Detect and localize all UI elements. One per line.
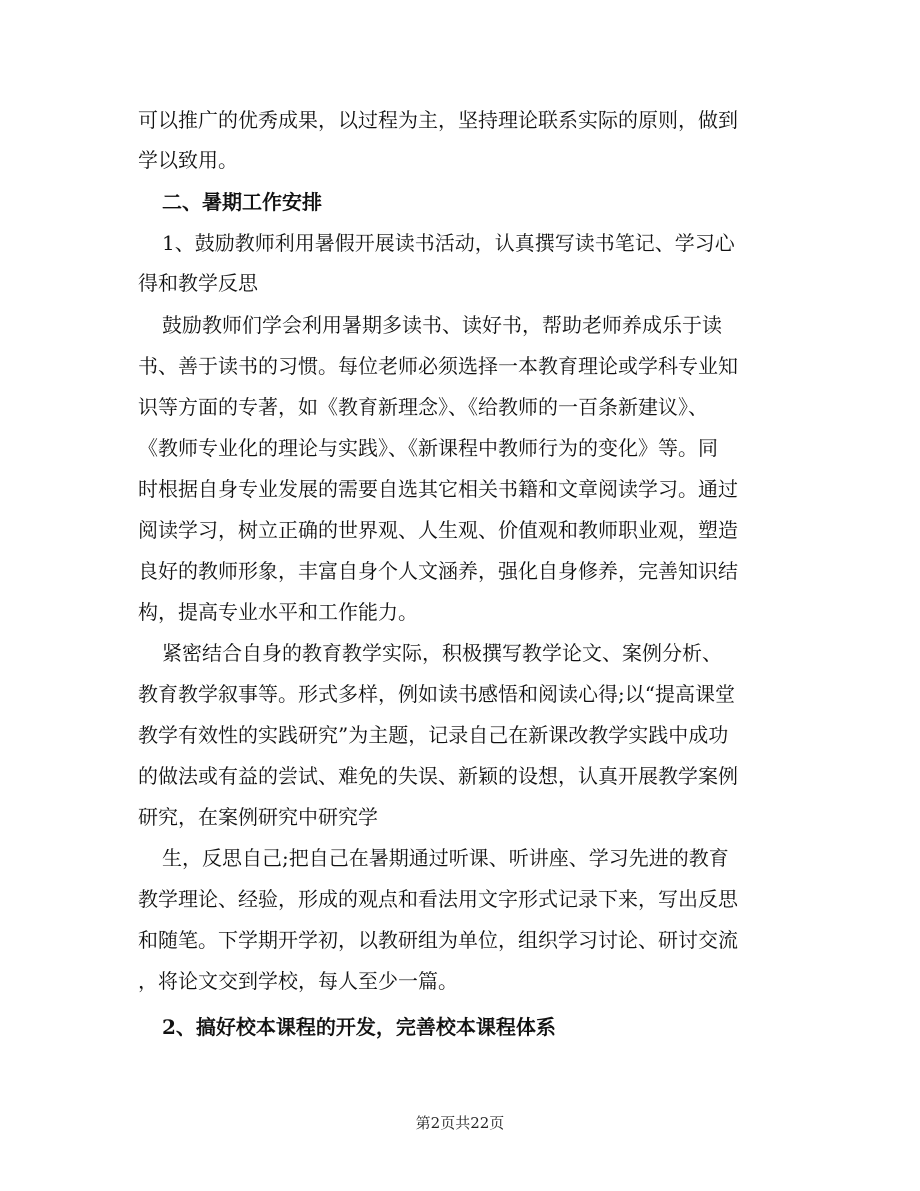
paragraph-line: 阅读学习，树立正确的世界观、人生观、价值观和教师职业观，塑造 <box>138 518 738 542</box>
paragraph-line: 可以推广的优秀成果，以过程为主，坚持理论联系实际的原则，做到 <box>138 108 738 132</box>
paragraph-line: 研究，在案例研究中研究学 <box>138 805 378 829</box>
paragraph-line: 良好的教师形象，丰富自身个人文涵养，强化自身修养，完善知识结 <box>138 559 738 583</box>
paragraph-line: 鼓励教师们学会利用暑期多读书、读好书，帮助老师养成乐于读 <box>162 313 722 337</box>
paragraph-line: 和随笔。下学期开学初，以教研组为单位，组织学习讨论、研讨交流 <box>138 928 738 952</box>
paragraph-line: 教学理论、经验，形成的观点和看法用文字形式记录下来，写出反思 <box>138 887 738 911</box>
paragraph-line: 构，提高专业水平和工作能力。 <box>138 600 418 624</box>
paragraph-line: 书、善于读书的习惯。每位老师必须选择一本教育理论或学科专业知 <box>138 354 738 378</box>
page-number-footer: 第2页共22页 <box>415 1114 505 1132</box>
paragraph-line: 教育教学叙事等。形式多样，例如读书感悟和阅读心得;以“提高课堂 <box>138 682 735 706</box>
paragraph-line: ，将论文交到学校，每人至少一篇。 <box>138 969 458 993</box>
subsection-heading-line: 得和教学反思 <box>138 271 258 295</box>
paragraph-line: 教学有效性的实践研究”为主题，记录自己在新课改教学实践中成功 <box>138 723 729 747</box>
section-heading: 二、暑期工作安排 <box>162 190 322 214</box>
paragraph-line: 《教师专业化的理论与实践》、《新课程中教师行为的变化》等。同 <box>138 436 718 460</box>
paragraph-line: 时根据自身专业发展的需要自选其它相关书籍和文章阅读学习。通过 <box>138 477 738 501</box>
subsection-heading: 2、搞好校本课程的开发，完善校本课程体系 <box>162 1015 556 1039</box>
paragraph-line: 学以致用。 <box>138 148 238 172</box>
paragraph-line: 识等方面的专著，如《教育新理念》、《给教师的一百条新建议》、 <box>138 395 708 419</box>
subsection-heading-line: 1、鼓励教师利用暑假开展读书活动，认真撰写读书笔记、学习心 <box>162 231 735 255</box>
paragraph-line: 的做法或有益的尝试、难免的失误、新颖的设想，认真开展教学案例 <box>138 764 738 788</box>
paragraph-line: 紧密结合自身的教育教学实际，积极撰写教学论文、案例分析、 <box>162 641 722 665</box>
paragraph-line: 生，反思自己;把自己在暑期通过听课、听讲座、学习先进的教育 <box>162 846 729 870</box>
